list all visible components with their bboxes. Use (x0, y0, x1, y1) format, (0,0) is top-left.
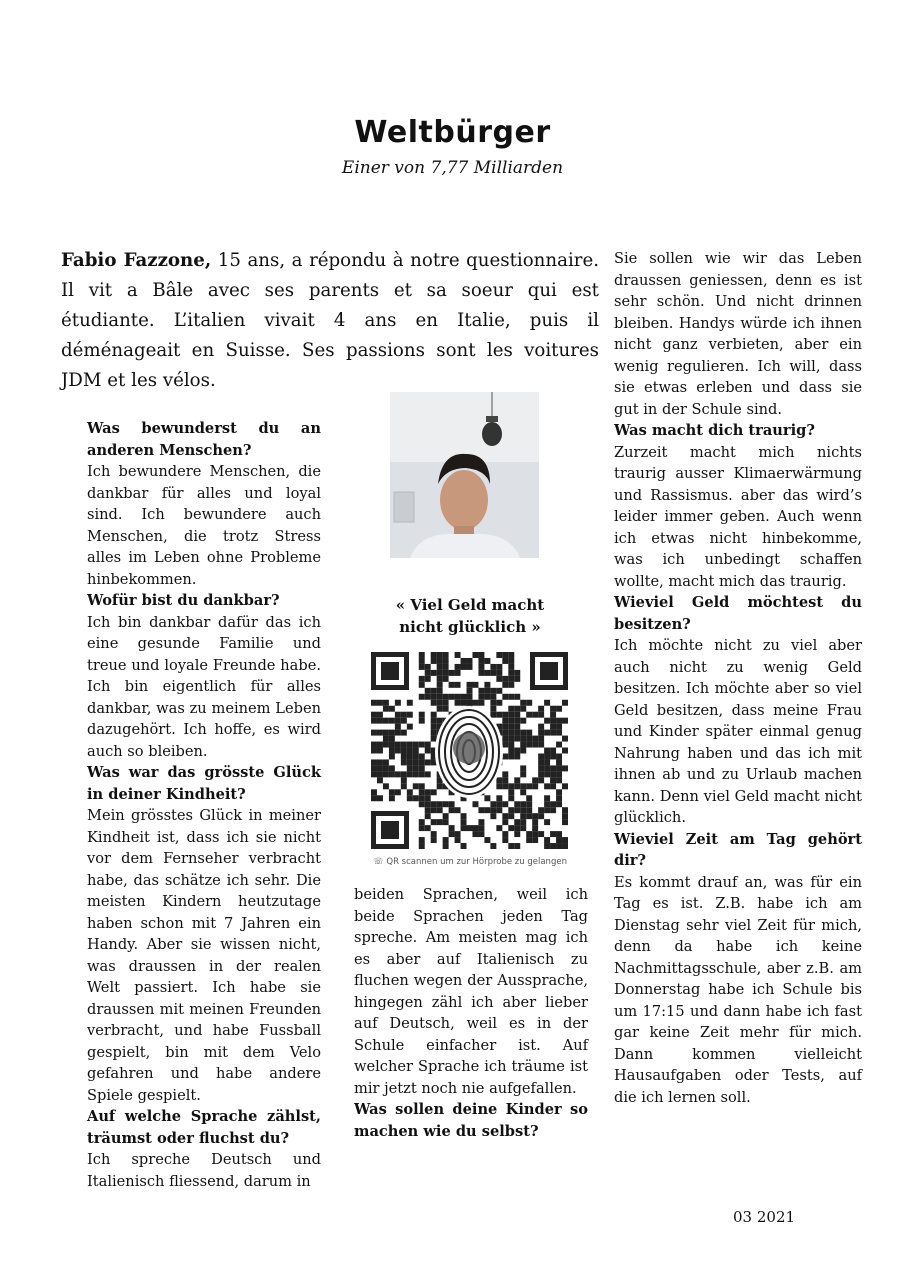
question: Wieviel Zeit am Tag gehört dir? (614, 830, 862, 869)
answer: Es kommt drauf an, was für ein Tag es ist. Z.B. habe ich am Dienstag sehr viel Zeit für mich, denn da habe ich keine Nachmittagsschule, aber z.B. am Donnerstag habe ich Schule bis um 17:15 und dann habe ich fast gar keine Zeit mehr für mich. Dann kommen vielleicht Hausaufgaben oder Tests, auf die ich lernen soll. (614, 873, 862, 1106)
question: Was macht dich traurig? (614, 422, 815, 439)
answer: beiden Sprachen, weil ich beide Sprachen jeden Tag spreche. Am meisten mag ich es aber auf Italienisch zu fluchen wegen der Aussprache, hingegen zähl ich aber lieber auf Deutsch, weil es in der Schule einfacher ist. Auf welcher Sprache ich träume ist mir jetzt noch nie aufgefallen. (354, 886, 588, 1097)
question: Was bewunderst du an anderen Menschen? (87, 420, 321, 459)
pull-quote-line-2: nicht glücklich » (399, 618, 541, 636)
issue-date: 03 2021 (733, 1208, 796, 1226)
column-3 (614, 248, 862, 1108)
answer: Ich bin dankbar dafür das ich eine gesunde Familie und treue und loyale Freunde habe. Ich bin eigentlich für alles dankbar, was zu meinem Leben dazugehört. Ich hoffe, es wird auch so bleiben. (87, 613, 321, 760)
question: Was sollen deine Kinder so machen wie du selbst? (354, 1101, 588, 1140)
question: Was war das grösste Glück in deiner Kindheit? (87, 764, 321, 803)
answer: Mein grösstes Glück in meiner Kindheit ist, dass ich sie nicht vor dem Fernseher verbracht habe, das schätze ich sehr. Die meisten Kindern heutzutage haben schon mit 7 Jahren ein Handy. Aber sie wissen nicht, was draussen in der realen Welt passiert. Ich habe sie draussen mit meinen Freunden verbracht, und habe Fussball gespielt, bin mit dem Velo gefahren und habe andere Spiele gespielt. (87, 807, 321, 1104)
phone-icon: ☏ (373, 857, 384, 867)
pull-quote (352, 594, 588, 638)
intro-text: 15 ans, a répondu à notre questionnaire. Il vit a Bâle avec ses parents et sa soeur qui est étudiante. L’italien vivait 4 ans en Italie, puis il déménageait en Suisse. Ses passions sont les voitures JDM et les vélos. (61, 250, 600, 391)
page-subtitle: Einer von 7,77 Milliarden (341, 158, 564, 178)
answer: Ich bewundere Menschen, die dankbar für alles und loyal sind. Ich bewundere auch Menschen, die trotz Stress alles im Leben ohne Probleme hinbekommen. (87, 463, 321, 588)
question: Auf welche Sprache zählst, träumst oder fluchst du? (87, 1108, 321, 1147)
question: Wieviel Geld möchtest du besitzen? (614, 594, 862, 633)
answer: Sie sollen wie wir das Leben draussen geniessen, denn es ist sehr schön. Und nicht drinnen bleiben. Handys würde ich ihnen nicht ganz verbieten, aber ein wenig regulieren. Ich will, dass sie etwas erleben und dass sie gut in der Schule sind. (614, 250, 862, 418)
qr-code-icon (371, 652, 568, 849)
portrait-photo (390, 392, 539, 558)
answer: Zurzeit macht mich nichts traurig ausser Klimaerwärmung und Rassismus. aber das wird’s leider immer geben. Auch wenn ich etwas nicht hinbekomme, was ich unbedingt schaffen wollte, macht mich das traurig. (614, 443, 862, 590)
portrait-photo-icon (390, 392, 539, 558)
page-title: Weltbürger (354, 115, 551, 150)
question: Wofür bist du dankbar? (87, 592, 280, 609)
qr-caption (360, 857, 580, 867)
answer: Ich spreche Deutsch und Italienisch fliessend, darum in (87, 1151, 321, 1190)
qr-caption-text: QR scannen um zur Hörprobe zu gelangen (386, 857, 567, 867)
column-1 (87, 418, 321, 1192)
column-2 (354, 884, 588, 1142)
pull-quote-line-1: « Viel Geld macht (395, 596, 545, 614)
qr-code[interactable] (371, 652, 568, 849)
intro-name: Fabio Fazzone, (61, 250, 212, 271)
answer: Ich möchte nicht zu viel aber auch nicht zu wenig Geld besitzen. Ich möchte aber so viel Geld besitzen, dass meine Frau und Kinder später einmal genug Nahrung haben und das ich mit ihnen ab und zu Urlaub machen kann. Denn viel Geld macht nicht glücklich. (614, 637, 862, 826)
fingerprint-globe-icon (435, 706, 503, 798)
intro-paragraph (61, 246, 599, 396)
